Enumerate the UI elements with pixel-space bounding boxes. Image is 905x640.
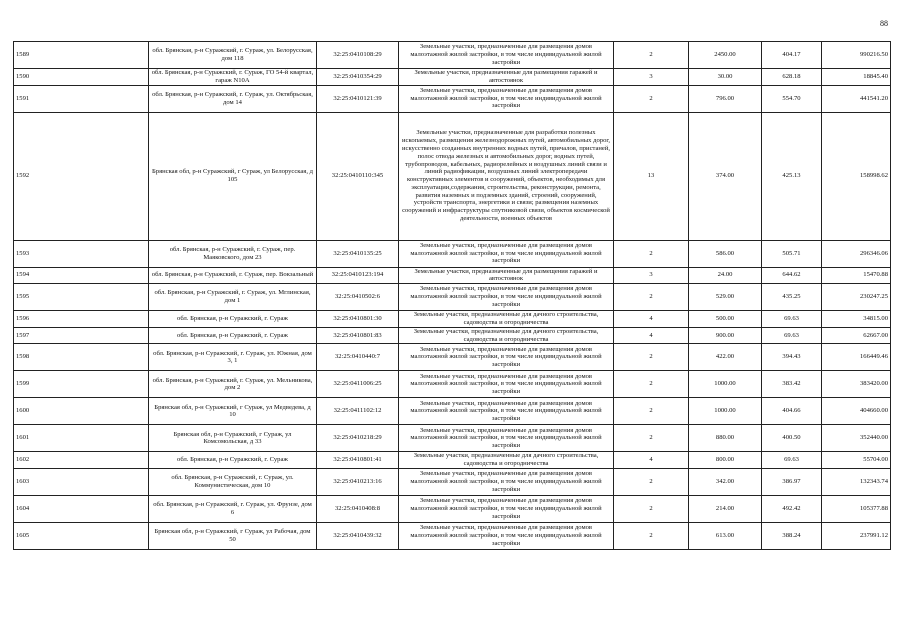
address-cell: обл. Брянская, р-н Суражский, г. Сураж, ГО 54-й квартал, гараж N10А [149,69,317,86]
specific-value-cell: 505.71 [762,240,822,267]
table-row [14,468,891,495]
specific-value-cell: 69.63 [762,452,822,469]
row-number: 1596 [14,311,149,328]
address-cell: обл. Брянская, р-н Суражский, г. Сураж [149,327,317,344]
cadastral-value-cell: 383420.00 [822,371,891,398]
land-use-cell: Земельные участки, предназначенные для дачного строительства, садоводства и огородничества [399,327,614,344]
row-number: 1594 [14,267,149,284]
group-number-cell: 2 [614,468,689,495]
cadastral-value-cell: 158998.62 [822,112,891,240]
area-cell: 342.00 [689,468,762,495]
row-number: 1602 [14,452,149,469]
land-use-cell: Земельные участки, предназначенные для размещения домов малоэтажной жилой застройки, в том числе индивидуальной жилой застройки [399,240,614,267]
area-cell: 880.00 [689,425,762,452]
cadastral-value-cell: 230247.25 [822,284,891,311]
table-row [14,495,891,522]
address-cell: обл. Брянская, р-н Суражский, г. Сураж [149,452,317,469]
land-use-cell: Земельные участки, предназначенные для размещения домов малоэтажной жилой застройки, в том числе индивидуальной жилой застройки [399,468,614,495]
table-row [14,240,891,267]
cadastral-value-cell: 237991.12 [822,522,891,549]
land-use-cell: Земельные участки, предназначенные для размещения домов малоэтажной жилой застройки, в том числе индивидуальной жилой застройки [399,495,614,522]
address-cell: обл. Брянская, р-н Суражский, г. Сураж, ул. Коммунистическая, дом 10 [149,468,317,495]
address-cell: обл. Брянская, р-н Суражский, г. Сураж, ул. Мглинская, дом 1 [149,284,317,311]
group-number-cell: 13 [614,112,689,240]
group-number-cell: 2 [614,344,689,371]
specific-value-cell: 492.42 [762,495,822,522]
row-number: 1597 [14,327,149,344]
row-number: 1603 [14,468,149,495]
cadastral-value-cell: 441541.20 [822,85,891,112]
group-number-cell: 4 [614,327,689,344]
area-cell: 30.00 [689,69,762,86]
table-row [14,522,891,549]
address-cell: обл. Брянская, р-н Суражский, г. Сураж, пер. Маяковского, дом 23 [149,240,317,267]
cadastral-number-cell: 32:25:0410440:7 [317,344,399,371]
specific-value-cell: 425.13 [762,112,822,240]
table-row [14,425,891,452]
table-row [14,371,891,398]
area-cell: 214.00 [689,495,762,522]
cadastral-number-cell: 32:25:0411006:25 [317,371,399,398]
address-cell: обл. Брянская, р-н Суражский, г. Сураж, ул. Фрунзе, дом 6 [149,495,317,522]
group-number-cell: 2 [614,284,689,311]
land-use-cell: Земельные участки, предназначенные для размещения домов малоэтажной жилой застройки, в том числе индивидуальной жилой застройки [399,522,614,549]
specific-value-cell: 388.24 [762,522,822,549]
address-cell: Брянская обл, р-н Суражский, г Сураж, ул Медведева, д 10 [149,398,317,425]
table-row [14,344,891,371]
row-number: 1592 [14,112,149,240]
area-cell: 800.00 [689,452,762,469]
table-row [14,267,891,284]
row-number: 1598 [14,344,149,371]
cadastral-number-cell: 32:25:0410123:194 [317,267,399,284]
address-cell: обл. Брянская, р-н Суражский, г. Сураж, ул. Октябрьская, дом 14 [149,85,317,112]
group-number-cell: 3 [614,69,689,86]
cadastral-number-cell: 32:25:0410121:39 [317,85,399,112]
specific-value-cell: 404.66 [762,398,822,425]
cadastral-value-cell: 34815.00 [822,311,891,328]
table-row [14,284,891,311]
group-number-cell: 4 [614,452,689,469]
address-cell: Брянская обл, р-н Суражский, г Сураж, ул Белорусская, д 105 [149,112,317,240]
specific-value-cell: 383.42 [762,371,822,398]
specific-value-cell: 628.18 [762,69,822,86]
row-number: 1600 [14,398,149,425]
table-row [14,42,891,69]
group-number-cell: 2 [614,522,689,549]
cadastral-number-cell: 32:25:0410801:30 [317,311,399,328]
land-use-cell: Земельные участки, предназначенные для размещения домов малоэтажной жилой застройки, в том числе индивидуальной жилой застройки [399,425,614,452]
cadastral-value-cell: 132343.74 [822,468,891,495]
address-cell: обл. Брянская, р-н Суражский, г. Сураж, ул. Белорусская, дом 118 [149,42,317,69]
table-row [14,311,891,328]
land-use-cell: Земельные участки, предназначенные для размещения домов малоэтажной жилой застройки, в том числе индивидуальной жилой застройки [399,42,614,69]
land-use-cell: Земельные участки, предназначенные для размещения домов малоэтажной жилой застройки, в том числе индивидуальной жилой застройки [399,371,614,398]
cadastral-number-cell: 32:25:0410110:345 [317,112,399,240]
area-cell: 529.00 [689,284,762,311]
specific-value-cell: 386.97 [762,468,822,495]
specific-value-cell: 554.70 [762,85,822,112]
group-number-cell: 2 [614,425,689,452]
cadastral-number-cell: 32:25:0410408:8 [317,495,399,522]
cadastral-value-cell: 18845.40 [822,69,891,86]
address-cell: обл. Брянская, р-н Суражский, г. Сураж, ул. Южная, дом 3, 1 [149,344,317,371]
table-row [14,69,891,86]
cadastral-number-cell: 32:25:0410108:29 [317,42,399,69]
row-number: 1593 [14,240,149,267]
area-cell: 2450.00 [689,42,762,69]
land-registry-table [13,41,891,550]
address-cell: обл. Брянская, р-н Суражский, г. Сураж, пер. Вокзальный [149,267,317,284]
address-cell: Брянская обл, р-н Суражский, г Сураж, ул Комсомольская, д 33 [149,425,317,452]
land-use-cell: Земельные участки, предназначенные для размещения домов малоэтажной жилой застройки, в том числе индивидуальной жилой застройки [399,398,614,425]
cadastral-value-cell: 990216.50 [822,42,891,69]
group-number-cell: 3 [614,267,689,284]
area-cell: 1000.00 [689,371,762,398]
cadastral-number-cell: 32:25:0410502:6 [317,284,399,311]
area-cell: 374.00 [689,112,762,240]
specific-value-cell: 69.63 [762,327,822,344]
table-row [14,112,891,240]
specific-value-cell: 394.43 [762,344,822,371]
area-cell: 796.00 [689,85,762,112]
row-number: 1599 [14,371,149,398]
cadastral-value-cell: 62667.00 [822,327,891,344]
address-cell: обл. Брянская, р-н Суражский, г. Сураж, ул. Мельникова, дом 2 [149,371,317,398]
row-number: 1604 [14,495,149,522]
cadastral-value-cell: 105377.88 [822,495,891,522]
cadastral-value-cell: 15470.88 [822,267,891,284]
land-use-cell: Земельные участки, предназначенные для размещения домов малоэтажной жилой застройки, в том числе индивидуальной жилой застройки [399,344,614,371]
table-row [14,85,891,112]
specific-value-cell: 400.50 [762,425,822,452]
land-use-cell: Земельные участки, предназначенные для дачного строительства, садоводства и огородничества [399,452,614,469]
cadastral-number-cell: 32:25:0410135:25 [317,240,399,267]
area-cell: 24.00 [689,267,762,284]
row-number: 1595 [14,284,149,311]
address-cell: обл. Брянская, р-н Суражский, г. Сураж [149,311,317,328]
land-use-cell: Земельные участки, предназначенные для дачного строительства, садоводства и огородничества [399,311,614,328]
row-number: 1591 [14,85,149,112]
page-number: 88 [880,19,888,28]
group-number-cell: 4 [614,311,689,328]
land-use-cell: Земельные участки, предназначенные для размещения гаражей и автостоянок [399,267,614,284]
area-cell: 500.00 [689,311,762,328]
cadastral-number-cell: 32:25:0411102:12 [317,398,399,425]
area-cell: 613.00 [689,522,762,549]
cadastral-number-cell: 32:25:0410801:41 [317,452,399,469]
group-number-cell: 2 [614,371,689,398]
row-number: 1590 [14,69,149,86]
area-cell: 422.00 [689,344,762,371]
group-number-cell: 2 [614,398,689,425]
cadastral-value-cell: 166449.46 [822,344,891,371]
cadastral-value-cell: 352440.00 [822,425,891,452]
specific-value-cell: 69.63 [762,311,822,328]
cadastral-value-cell: 404660.00 [822,398,891,425]
specific-value-cell: 404.17 [762,42,822,69]
area-cell: 900.00 [689,327,762,344]
address-cell: Брянская обл, р-н Суражский, г Сураж, ул Рабочая, дом 50 [149,522,317,549]
area-cell: 586.00 [689,240,762,267]
table-row [14,452,891,469]
land-use-cell: Земельные участки, предназначенные для размещения гаражей и автостоянок [399,69,614,86]
group-number-cell: 2 [614,42,689,69]
row-number: 1601 [14,425,149,452]
specific-value-cell: 644.62 [762,267,822,284]
land-use-cell: Земельные участки, предназначенные для размещения домов малоэтажной жилой застройки, в том числе индивидуальной жилой застройки [399,284,614,311]
group-number-cell: 2 [614,85,689,112]
land-use-cell: Земельные участки, предназначенные для размещения домов малоэтажной жилой застройки, в том числе индивидуальной жилой застройки [399,85,614,112]
row-number: 1605 [14,522,149,549]
specific-value-cell: 435.25 [762,284,822,311]
cadastral-number-cell: 32:25:0410801:83 [317,327,399,344]
group-number-cell: 2 [614,240,689,267]
group-number-cell: 2 [614,495,689,522]
cadastral-value-cell: 296346.06 [822,240,891,267]
cadastral-number-cell: 32:25:0410439:32 [317,522,399,549]
table-row [14,398,891,425]
cadastral-value-cell: 55704.00 [822,452,891,469]
table-row [14,327,891,344]
cadastral-number-cell: 32:25:0410213:16 [317,468,399,495]
area-cell: 1000.00 [689,398,762,425]
row-number: 1589 [14,42,149,69]
cadastral-number-cell: 32:25:0410354:29 [317,69,399,86]
cadastral-number-cell: 32:25:0410218:29 [317,425,399,452]
land-use-cell: Земельные участки, предназначенные для разработки полезных ископаемых, размещения железнодорожных путей, автомобильных дорог, искусственно созданных внутренних водных путей, причалов, пристаней, полос отвода железных и автомобильных дорог, водных путей, трубопроводов, кабельных, радиорелейных и воздушных линий связи и линий радиофикации, воздушных линий электропередачи конструктивных элементов и сооружений, объектов, необходимых для эксплуатации,содержания, строительства, реконструкции, ремонта, развития наземных и подземных зданий, строений, сооружений, устройств транспорта, энергетики и связи; размещения наземных сооружений и инфраструктуры спутниковой связи, объектов космической деятельности, военных объектов [399,112,614,240]
